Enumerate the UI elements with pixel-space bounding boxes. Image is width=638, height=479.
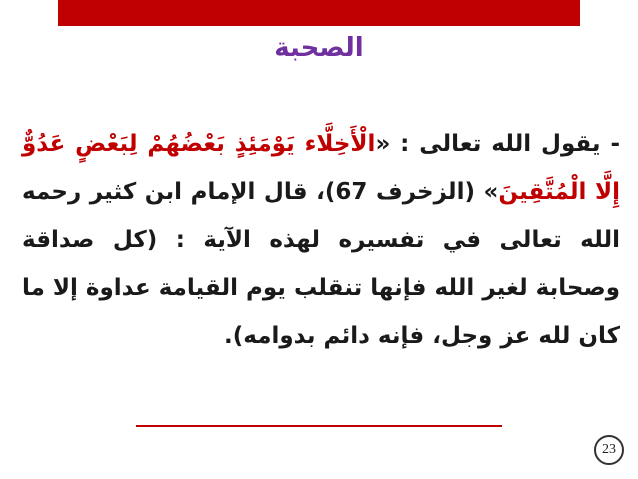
verse-close-mark: » — [474, 179, 499, 205]
quran-verse: الْأَخِلَّاء يَوْمَئِذٍ بَعْضُهُمْ لِبَعْضٍ عَدُوٌّ إِلَّا الْمُتَّقِينَ — [22, 131, 620, 205]
intro-text: - يقول الله تعالى : « — [375, 131, 620, 157]
body-paragraph — [22, 120, 620, 360]
slide-title: الصحبة — [274, 33, 364, 63]
page-number-badge: 23 — [594, 435, 624, 465]
explanation-text: ، قال الإمام ابن كثير رحمه الله تعالى في تفسيره لهذه الآية : (كل صداقة وصحابة لغير الله فإنها تنقلب يوم القيامة عداوة إلا ما كان لله عز وجل، فإنه دائم بدوامه). — [22, 179, 620, 349]
verse-reference: (الزخرف 67) — [324, 179, 475, 205]
top-accent-bar — [58, 0, 580, 26]
bottom-divider-line — [136, 425, 502, 427]
